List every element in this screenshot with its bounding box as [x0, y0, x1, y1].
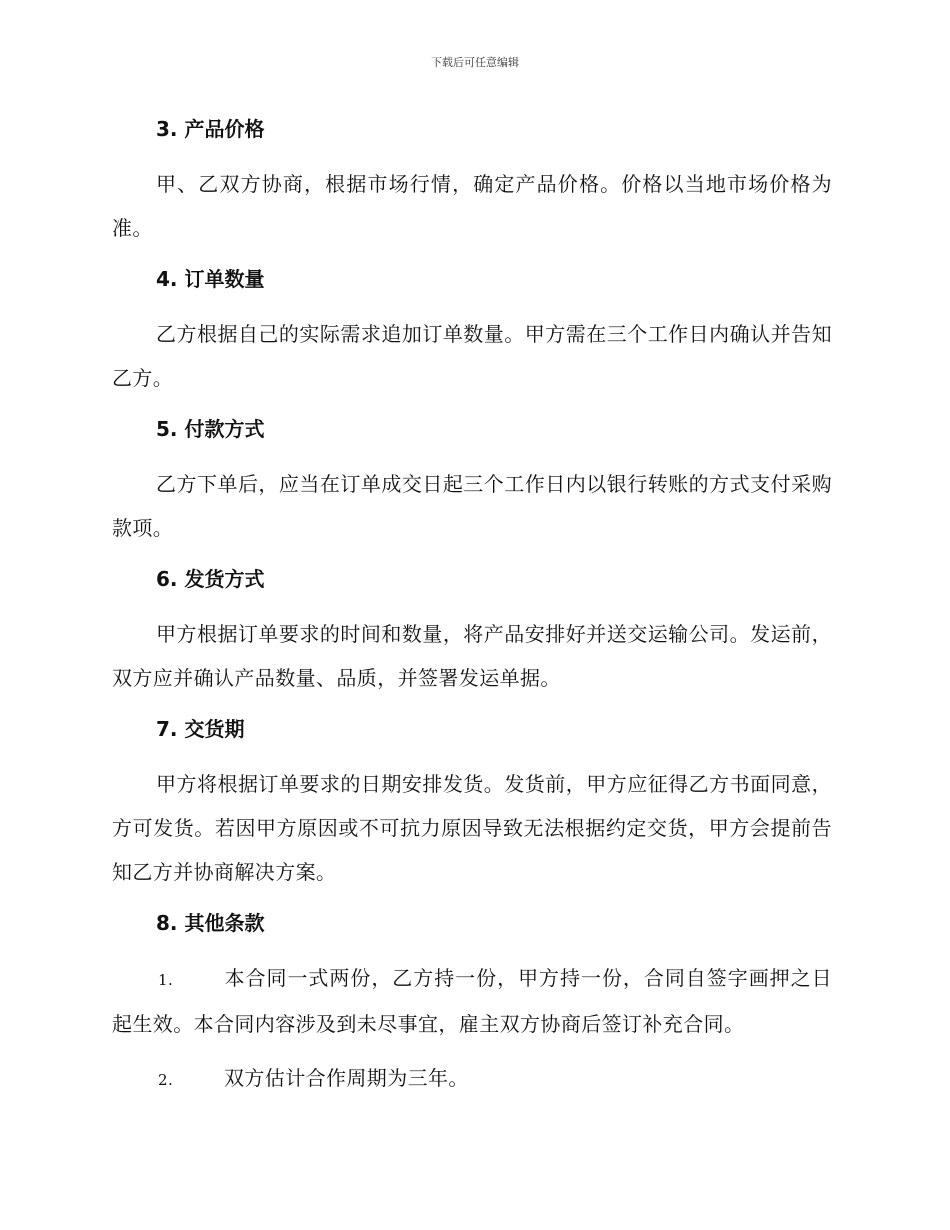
section-other-terms	[112, 904, 832, 1102]
section-paragraph: 甲方将根据订单要求的日期安排发货。发货前，甲方应征得乙方书面同意，方可发货。若因甲方原因或不可抗力原因导致无法根据约定交货，甲方会提前告知乙方并协商解决方案。	[112, 772, 832, 884]
section-paragraph: 甲、乙双方协商，根据市场行情，确定产品价格。价格以当地市场价格为准。	[112, 172, 832, 240]
section-heading: 7. 交货期	[156, 717, 245, 741]
section-order-quantity	[112, 260, 832, 400]
document-body	[112, 110, 832, 1112]
list-item-number: 1.	[158, 971, 174, 989]
page-header: 下载后可任意编辑	[431, 56, 519, 69]
section-paragraph: 甲方根据订单要求的时间和数量，将产品安排好并送交运输公司。发运前，双方应并确认产品数量、品质，并签署发运单据。	[112, 622, 832, 690]
list-item	[112, 1056, 832, 1102]
list-item-number: 2.	[158, 1071, 174, 1089]
section-product-price	[112, 110, 832, 250]
section-paragraph: 乙方下单后，应当在订单成交日起三个工作日内以银行转账的方式支付采购款项。	[112, 472, 832, 540]
section-paragraph: 乙方根据自己的实际需求追加订单数量。甲方需在三个工作日内确认并告知乙方。	[112, 322, 832, 390]
section-heading: 5. 付款方式	[156, 417, 265, 441]
section-heading: 4. 订单数量	[156, 267, 265, 291]
list-item-text: 双方估计合作周期为三年。	[224, 1066, 469, 1090]
section-heading: 8. 其他条款	[156, 911, 265, 935]
section-payment-method	[112, 410, 832, 550]
section-delivery-period	[112, 710, 832, 894]
section-heading: 3. 产品价格	[156, 117, 265, 141]
section-heading: 6. 发货方式	[156, 567, 265, 591]
section-shipping-method	[112, 560, 832, 700]
list-item-text: 本合同一式两份，乙方持一份，甲方持一份，合同自签字画押之日起生效。本合同内容涉及到未尽事宜，雇主双方协商后签订补充合同。	[112, 966, 832, 1036]
list-item	[112, 956, 832, 1046]
